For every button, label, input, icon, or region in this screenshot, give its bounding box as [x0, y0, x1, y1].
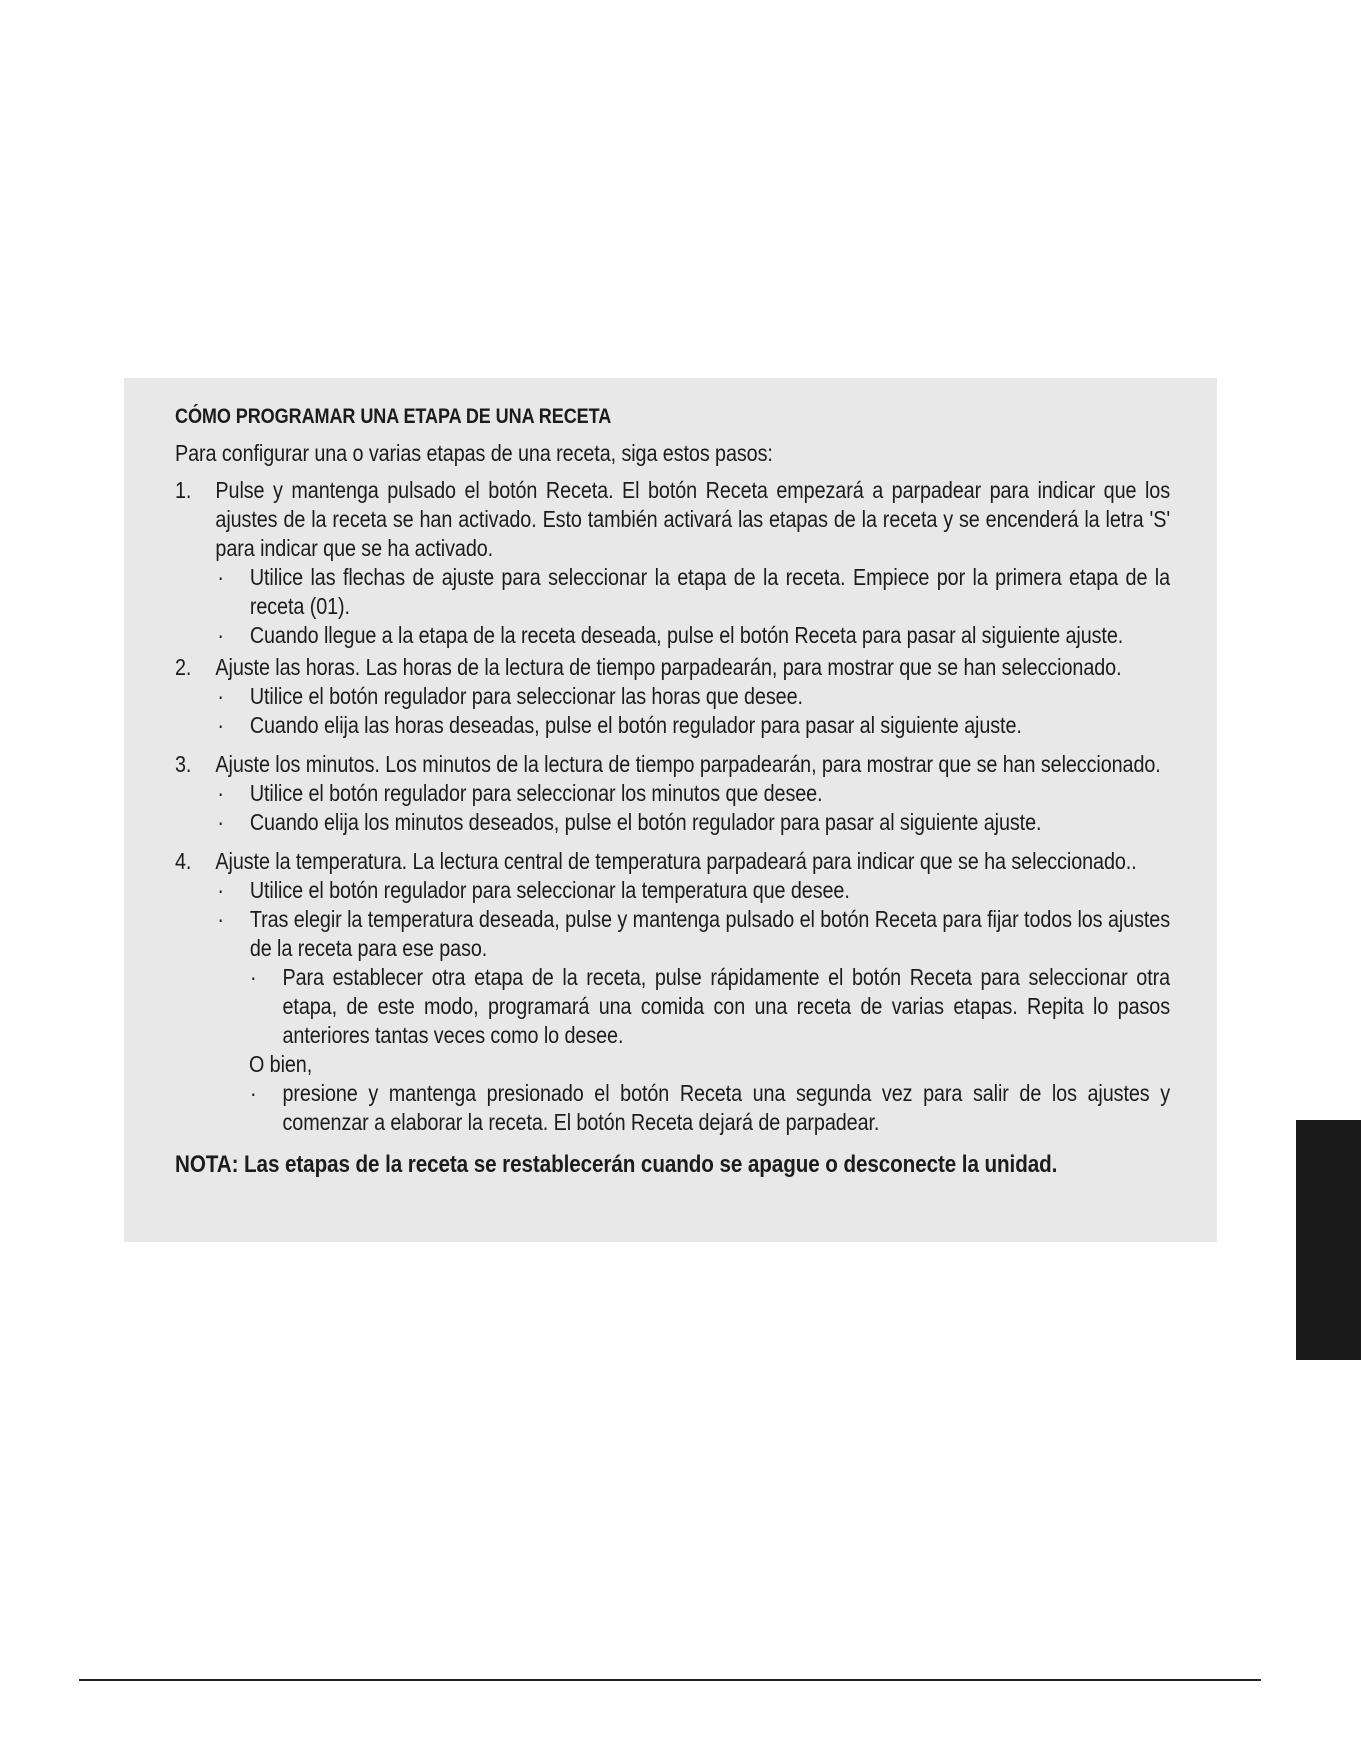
footer-divider: [79, 1679, 1261, 1681]
bullet-item: [215, 905, 1170, 963]
bullet-text: Tras elegir la temperatura deseada, pulse y mantenga pulsado el botón Receta para fijar todos los ajustes de la receta para ese paso.: [249, 906, 1171, 961]
step-number: 2.: [175, 654, 192, 680]
section-title: CÓMO PROGRAMAR UNA ETAPA DE UNA RECETA: [175, 405, 612, 428]
bullet-dot-icon: ·: [250, 1080, 257, 1106]
bullet-text: Cuando elija las horas deseadas, pulse el botón regulador para pasar al siguiente ajuste.: [249, 712, 1022, 738]
bullet-text: Utilice el botón regulador para seleccionar las horas que desee.: [249, 683, 803, 709]
bullet-dot-icon: ·: [217, 683, 224, 709]
bullet-item: [215, 711, 1170, 740]
bullet-text: Cuando elija los minutos deseados, pulse el botón regulador para pasar al siguiente ajuste.: [249, 809, 1042, 835]
step-text: Pulse y mantenga pulsado el botón Receta. El botón Receta empezará a parpadear para indicar que los ajustes de la receta se han activado. Esto también activará las etapas de la receta y se encenderá la letra 'S' para indicar que se ha activado.: [215, 477, 1171, 561]
step-2: [175, 653, 1170, 682]
note-text: NOTA: Las etapas de la receta se restablecerán cuando se apague o desconecte la unidad.: [175, 1151, 1058, 1178]
bullet-text: Utilice el botón regulador para seleccionar la temperatura que desee.: [249, 877, 850, 903]
sub-bullet-item: [215, 963, 1170, 1050]
step-number: 4.: [175, 848, 192, 874]
step-text: Ajuste la temperatura. La lectura central de temperatura parpadeará para indicar que se ha seleccionado..: [215, 848, 1137, 874]
intro-text: Para configurar una o varias etapas de una receta, siga estos pasos:: [175, 440, 773, 466]
sub-bullet-text: Para establecer otra etapa de la receta, pulse rápidamente el botón Receta para seleccionar otra etapa, de este modo, programará una comida con una receta de varias etapas. Repita lo pasos anteriores tantas veces como lo desee.: [282, 964, 1171, 1048]
bullet-dot-icon: ·: [217, 780, 224, 806]
bullet-dot-icon: ·: [217, 622, 224, 648]
step-1-bullets: [175, 563, 1170, 650]
step-1: [175, 476, 1170, 563]
step-2-bullets: [175, 682, 1170, 740]
step-3: [175, 750, 1170, 779]
bullet-item: [215, 563, 1170, 621]
step-3-bullets: [175, 779, 1170, 837]
side-tab-marker: [1296, 1120, 1361, 1360]
bullet-dot-icon: ·: [217, 712, 224, 738]
bullet-item: [215, 779, 1170, 808]
bullet-dot-icon: ·: [217, 564, 224, 590]
step-4: [175, 847, 1170, 876]
step-4-bullets: [175, 876, 1170, 1137]
step-number: 3.: [175, 751, 192, 777]
bullet-item: [215, 682, 1170, 711]
instruction-content: [175, 402, 1170, 1179]
step-text: Ajuste los minutos. Los minutos de la lectura de tiempo parpadearán, para mostrar que se han seleccionado.: [215, 751, 1161, 777]
bullet-text: Utilice las flechas de ajuste para seleccionar la etapa de la receta. Empiece por la primera etapa de la receta (01).: [249, 564, 1171, 619]
bullet-dot-icon: ·: [217, 906, 224, 932]
bullet-text: Cuando llegue a la etapa de la receta deseada, pulse el botón Receta para pasar al siguiente ajuste.: [249, 622, 1124, 648]
bullet-dot-icon: ·: [217, 809, 224, 835]
sub-bullet-item: [215, 1079, 1170, 1137]
bullet-dot-icon: ·: [250, 964, 257, 990]
step-number: 1.: [175, 477, 192, 503]
sub-bullet-text: presione y mantenga presionado el botón Receta una segunda vez para salir de los ajustes y comenzar a elaborar la receta. El botón Receta dejará de parpadear.: [282, 1080, 1171, 1135]
instruction-box: [124, 378, 1217, 1242]
bullet-dot-icon: ·: [217, 877, 224, 903]
bullet-text: Utilice el botón regulador para seleccionar los minutos que desee.: [249, 780, 823, 806]
bullet-item: [215, 876, 1170, 905]
bullet-item: [215, 621, 1170, 650]
alternative-label: O bien,: [248, 1051, 313, 1077]
step-text: Ajuste las horas. Las horas de la lectura de tiempo parpadearán, para mostrar que se han seleccionado.: [215, 654, 1122, 680]
bullet-item: [215, 808, 1170, 837]
